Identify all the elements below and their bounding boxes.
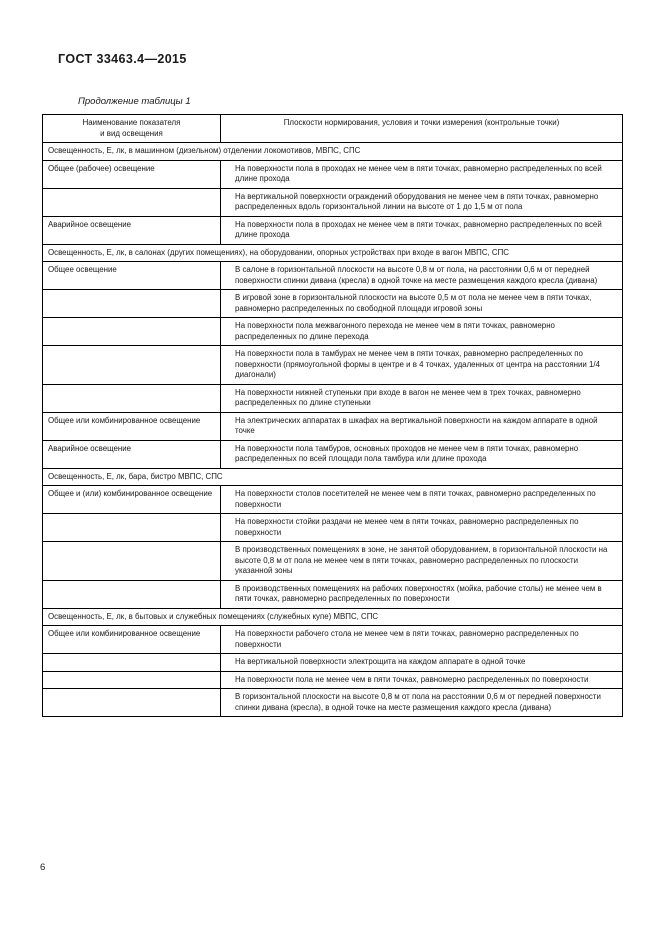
section-title: Освещенность, Е, лк, бара, бистро МВПС, СПС	[43, 468, 623, 486]
row-description: На поверхности пола не менее чем в пяти точках, равномерно распределенных по поверхности	[221, 671, 623, 689]
row-indicator-name	[43, 689, 221, 717]
row-indicator-name	[43, 188, 221, 216]
page-number: 6	[40, 862, 46, 873]
row-indicator-name: Общее освещение	[43, 262, 221, 290]
row-indicator-name: Общее или комбинированное освещение	[43, 412, 221, 440]
row-indicator-name: Общее или комбинированное освещение	[43, 626, 221, 654]
table-section-row	[43, 244, 623, 262]
section-title: Освещенность, Е, лк, в бытовых и служебных помещениях (служебных купе) МВПС, СПС	[43, 608, 623, 626]
section-title: Освещенность, Е, лк, в машинном (дизельном) отделении локомотивов, МВПС, СПС	[43, 143, 623, 161]
table-row	[43, 580, 623, 608]
row-description: На поверхности пола в проходах не менее чем в пяти точках, равномерно распределенных по всей длине прохода	[221, 216, 623, 244]
row-description: В производственных помещениях на рабочих поверхностях (мойка, рабочие столы) не менее чем в пяти точках, равномерно распределенных по поверхности	[221, 580, 623, 608]
row-description: На поверхности столов посетителей не менее чем в пяти точках, равномерно распределенных по поверхности	[221, 486, 623, 514]
row-description: На вертикальной поверхности электрощита на каждом аппарате в одной точке	[221, 654, 623, 672]
row-description: На поверхности пола тамбуров, основных проходов не менее чем в пяти точках, равномерно распределенных по всей площади пола тамбура или длине прохода	[221, 440, 623, 468]
header-cell-planes: Плоскости нормирования, условия и точки измерения (контрольные точки)	[221, 115, 623, 143]
table-row	[43, 626, 623, 654]
row-description: На поверхности пола в проходах не менее чем в пяти точках, равномерно распределенных по всей длине прохода	[221, 160, 623, 188]
table-row	[43, 384, 623, 412]
header-indicator-line2: и вид освещения	[100, 128, 163, 138]
row-description: В производственных помещениях в зоне, не занятой оборудованием, в горизонтальной плоскости на высоте 0,8 м от пола не менее чем в пяти точках, равномерно распределенных по плоскости указанной зоны	[221, 542, 623, 581]
table-row	[43, 542, 623, 581]
header-indicator-line1: Наименование показателя	[82, 118, 181, 127]
table-section-row	[43, 468, 623, 486]
row-description: В игровой зоне в горизонтальной плоскости на высоте 0,5 м от пола не менее чем в пяти точках, равномерно распределенных по свободной площади игровой зоны	[221, 290, 623, 318]
row-description: На поверхности стойки раздачи не менее чем в пяти точках, равномерно распределенных по поверхности	[221, 514, 623, 542]
table-row	[43, 188, 623, 216]
table-row	[43, 346, 623, 385]
row-indicator-name	[43, 346, 221, 385]
row-indicator-name	[43, 514, 221, 542]
row-description: В салоне в горизонтальной плоскости на высоте 0,8 м от пола, на расстоянии 0,6 м от передней поверхности спинки дивана (кресла) в одной точке на месте размещения каждого кресла (дивана)	[221, 262, 623, 290]
section-title: Освещенность, Е, лк, в салонах (других помещениях), на оборудовании, опорных устройствах при входе в вагон МВПС, СПС	[43, 244, 623, 262]
row-indicator-name	[43, 318, 221, 346]
row-indicator-name: Общее и (или) комбинированное освещение	[43, 486, 221, 514]
row-description: На поверхности рабочего стола не менее чем в пяти точках, равномерно распределенных по поверхности	[221, 626, 623, 654]
table-header-row	[43, 115, 623, 143]
table-row	[43, 412, 623, 440]
table-row	[43, 318, 623, 346]
table-section-row	[43, 608, 623, 626]
table-row	[43, 654, 623, 672]
table-row	[43, 514, 623, 542]
table-row	[43, 160, 623, 188]
table-row	[43, 290, 623, 318]
row-description: На поверхности пола межвагонного перехода не менее чем в пяти точках, равномерно распределенных по длине перехода	[221, 318, 623, 346]
row-description: На вертикальной поверхности ограждений оборудования не менее чем в пяти точках, равномерно распределенных вдоль горизонтальной линии на высоте от 1 до 1,5 м от пола	[221, 188, 623, 216]
row-indicator-name	[43, 542, 221, 581]
table-row	[43, 671, 623, 689]
row-indicator-name	[43, 384, 221, 412]
standard-code-heading: ГОСТ 33463.4—2015	[58, 52, 187, 66]
row-description: На поверхности пола в тамбурах не менее чем в пяти точках, равномерно распределенных по поверхности (прямоугольной формы в центре и в 4 точках, удаленных от центра на расстоянии 1/4 диагонали)	[221, 346, 623, 385]
table-row	[43, 440, 623, 468]
row-indicator-name: Общее (рабочее) освещение	[43, 160, 221, 188]
table-row	[43, 486, 623, 514]
row-indicator-name	[43, 580, 221, 608]
row-description: На электрических аппаратах в шкафах на вертикальной поверхности на каждом аппарате в одной точке	[221, 412, 623, 440]
row-indicator-name	[43, 671, 221, 689]
row-indicator-name: Аварийное освещение	[43, 216, 221, 244]
table-row	[43, 689, 623, 717]
row-indicator-name: Аварийное освещение	[43, 440, 221, 468]
table-section-row	[43, 143, 623, 161]
row-indicator-name	[43, 654, 221, 672]
table-body	[43, 115, 623, 717]
row-description: В горизонтальной плоскости на высоте 0,8 м от пола на расстоянии 0,6 м от передней поверхности спинки дивана (кресла), в одной точке на месте размещения каждого кресла (дивана)	[221, 689, 623, 717]
header-cell-indicator	[43, 115, 221, 143]
row-description: На поверхности нижней ступеньки при входе в вагон не менее чем в трех точках, равномерно распределенных по длине ступеньки	[221, 384, 623, 412]
table-row	[43, 216, 623, 244]
norms-table	[42, 114, 623, 717]
table-continuation-label: Продолжение таблицы 1	[78, 96, 191, 107]
table-row	[43, 262, 623, 290]
row-indicator-name	[43, 290, 221, 318]
